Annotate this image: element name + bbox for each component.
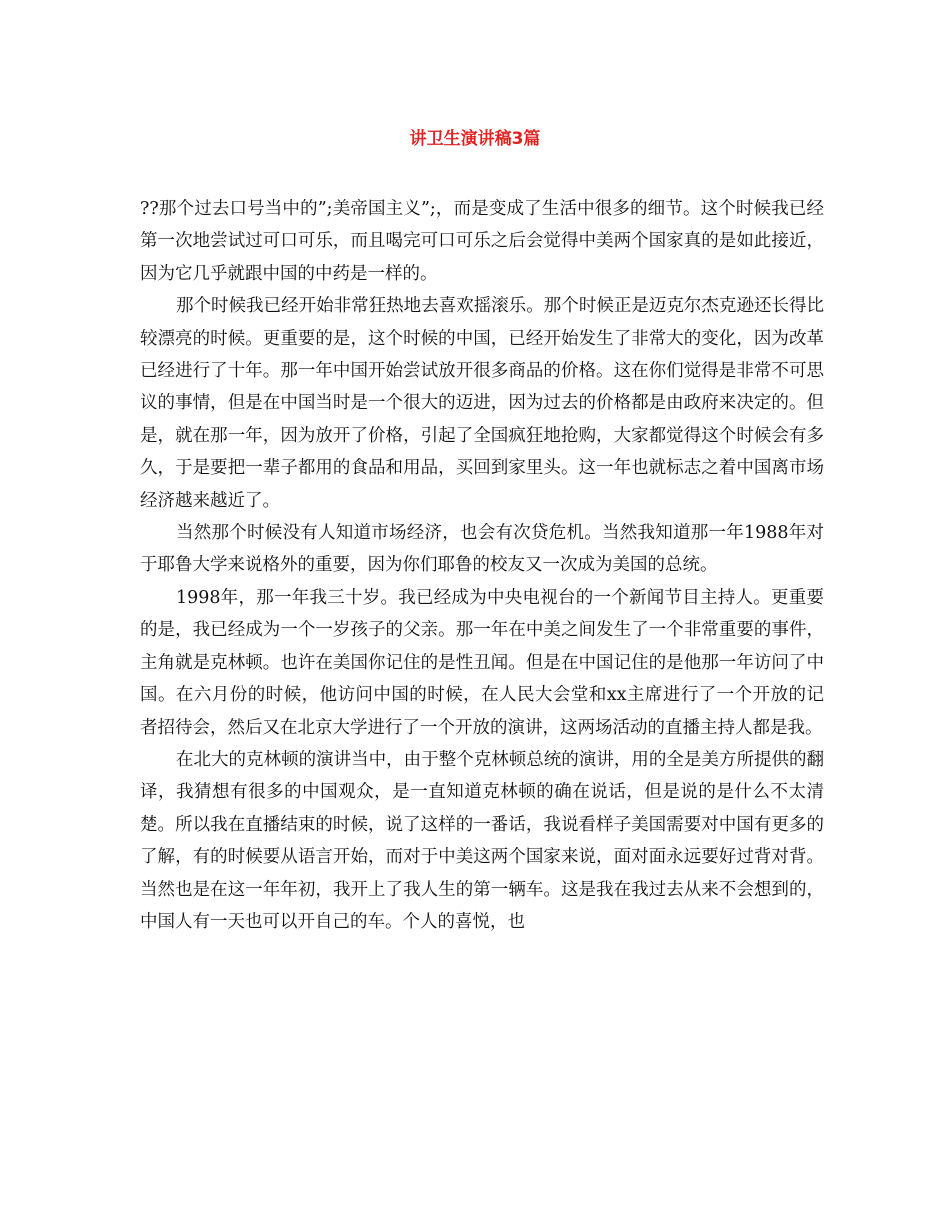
paragraph-4: 1998年，那一年我三十岁。我已经成为中央电视台的一个新闻节目主持人。更重要的是，我已经成为一个一岁孩子的父亲。那一年在中美之间发生了一个非常重要的事件，主角就是克林顿。也许在美国你记住的是性丑闻。但是在中国记住的是他那一年访问了中国。在六月份的时候，他访问中国的时候，在人民大会堂和xx主席进行了一个开放的记者招待会，然后又在北京大学进行了一个开放的演讲，这两场活动的直播主持人都是我。 (140, 587, 824, 738)
paragraph-5: 在北大的克林顿的演讲当中，由于整个克林顿总统的演讲，用的全是美方所提供的翻译，我猜想有很多的中国观众，是一直知道克林顿的确在说话，但是说的是什么不太清楚。所以我在直播结束的时候，说了这样的一番话，我说看样子美国需要对中国有更多的了解，有的时候要从语言开始，而对于中美这两个国家来说，面对面永远要好过背对背。当然也是在这一年年初，我开上了我人生的第一辆车。这是我在我过去从来不会想到的，中国人有一天也可以开自己的车。个人的喜悦，也 (140, 749, 824, 932)
paragraph-3: 当然那个时候没有人知道市场经济，也会有次贷危机。当然我知道那一年1988年对于耶鲁大学来说格外的重要，因为你们耶鲁的校友又一次成为美国的总统。 (140, 523, 824, 576)
document-body (140, 193, 824, 938)
paragraph-1: ??那个过去口号当中的”;美帝国主义”;，而是变成了生活中很多的细节。这个时候我已经第一次地尝试过可口可乐，而且喝完可口可乐之后会觉得中美两个国家真的是如此接近，因为它几乎就跟中国的中药是一样的。 (140, 199, 824, 284)
paragraph-2: 那个时候我已经开始非常狂热地去喜欢摇滚乐。那个时候正是迈克尔杰克逊还长得比较漂亮的时候。更重要的是，这个时候的中国，已经开始发生了非常大的变化，因为改革已经进行了十年。那一年中国开始尝试放开很多商品的价格。这在你们觉得是非常不可思议的事情，但是在中国当时是一个很大的迈进，因为过去的价格都是由政府来决定的。但是，就在那一年，因为放开了价格，引起了全国疯狂地抢购，大家都觉得这个时候会有多久，于是要把一辈子都用的食品和用品，买回到家里头。这一年也就标志之着中国离市场经济越来越近了。 (140, 296, 824, 511)
document-title: 讲卫生演讲稿3篇 (409, 129, 541, 149)
